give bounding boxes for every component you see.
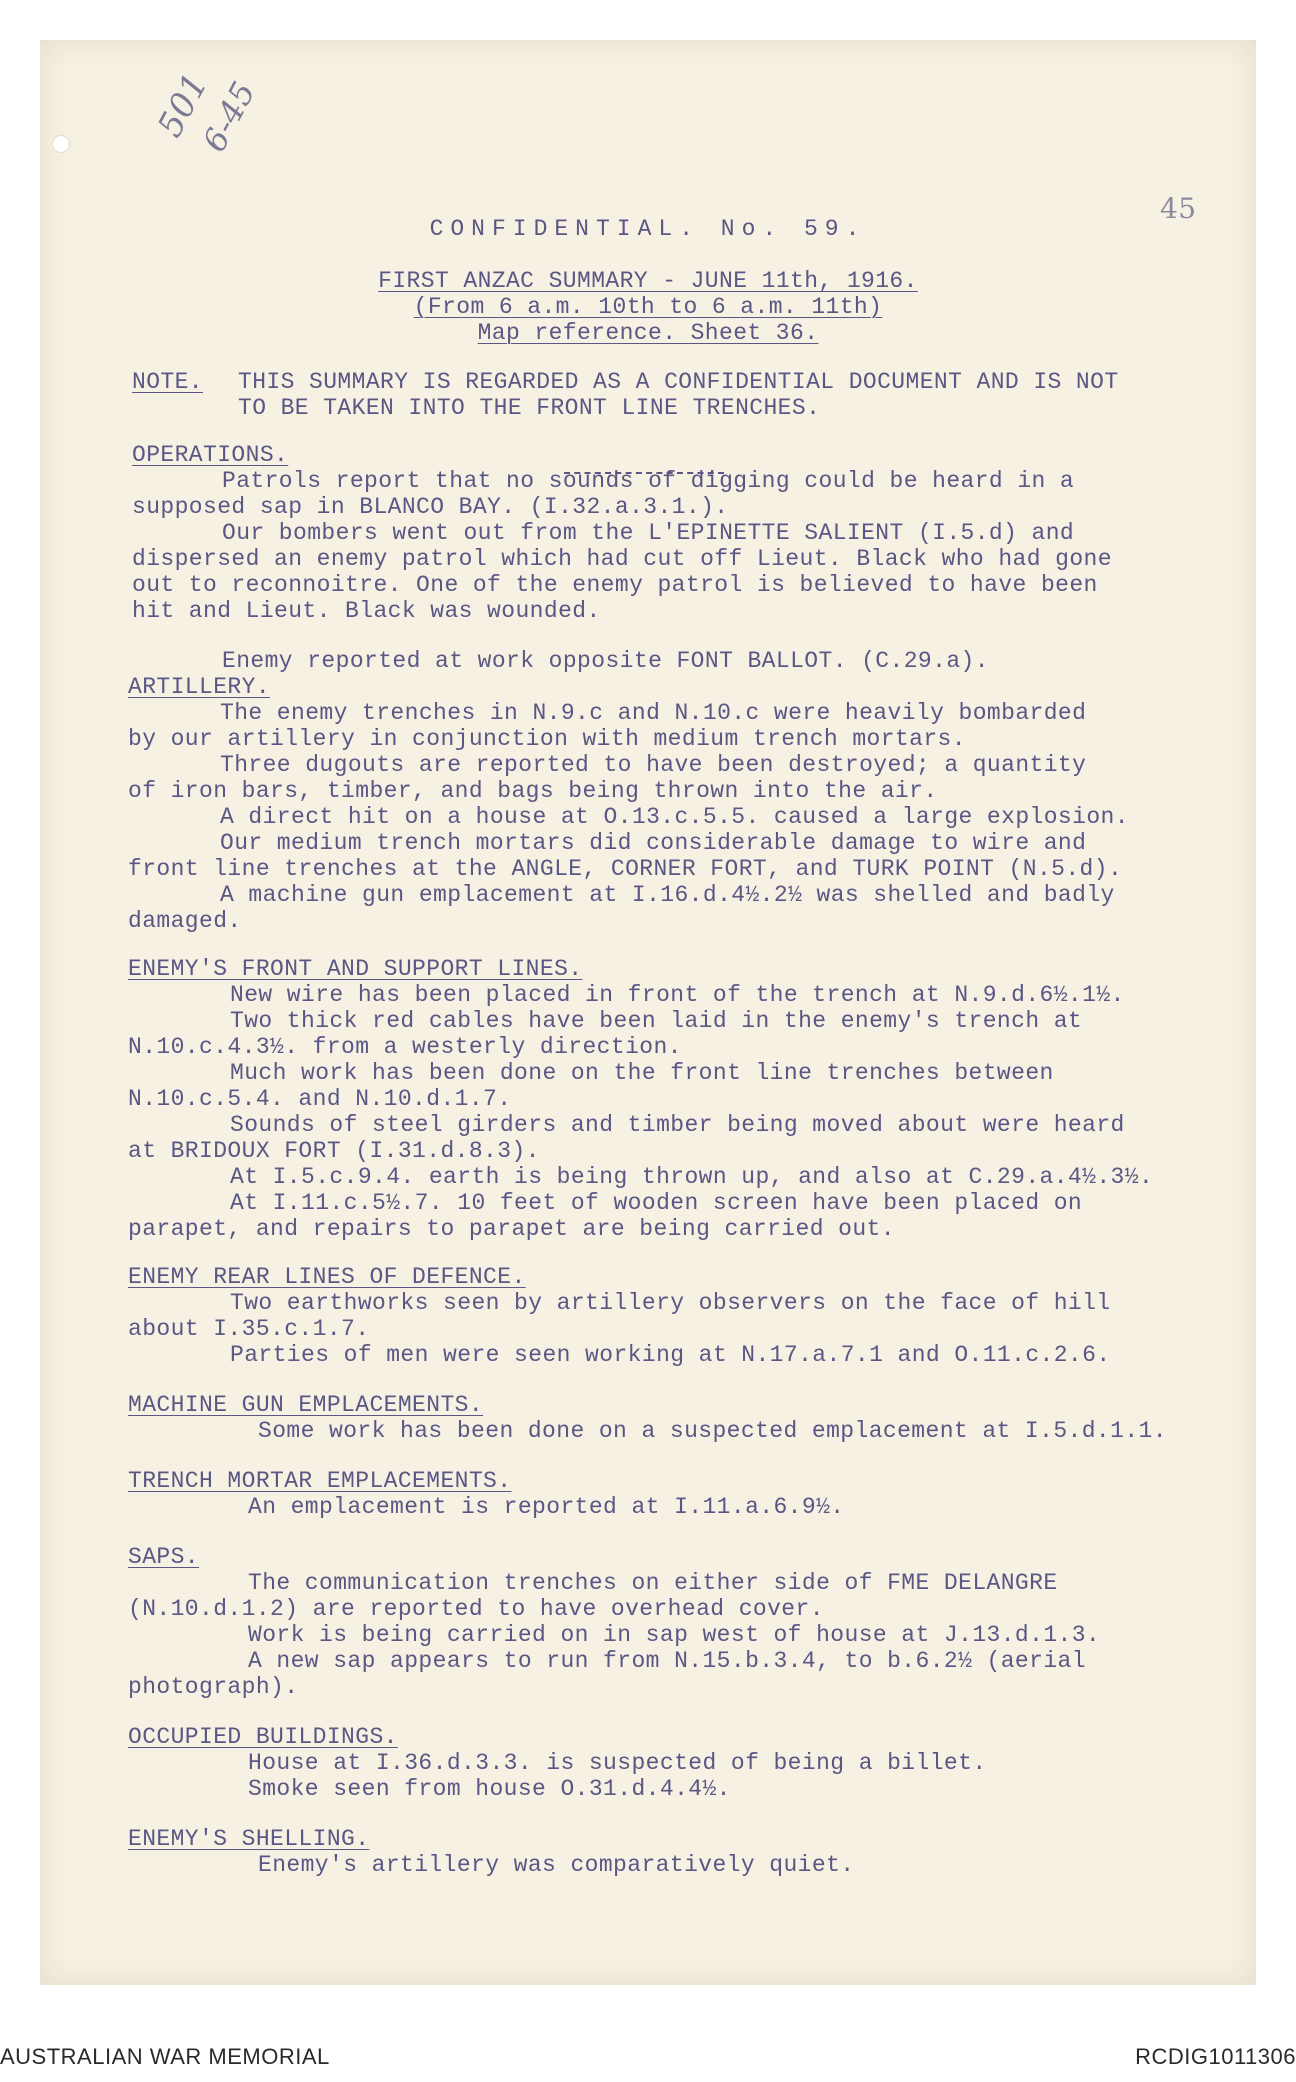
operations-line: Enemy reported at work opposite FONT BALLOT. (C.29.a). xyxy=(222,648,989,674)
front-lines-line: At I.11.c.5½.7. 10 feet of wooden screen have been placed on xyxy=(230,1190,1083,1216)
front-lines-line: New wire has been placed in front of the trench at N.9.d.6½.1½. xyxy=(230,982,1125,1008)
heading-saps: SAPS. xyxy=(128,1544,200,1570)
front-lines-line: parapet, and repairs to parapet are being carried out. xyxy=(128,1216,895,1242)
artillery-line: The enemy trenches in N.9.c and N.10.c were heavily bombarded xyxy=(220,700,1087,726)
buildings-line: Smoke seen from house O.31.d.4.4½. xyxy=(248,1776,731,1802)
front-lines-line: at BRIDOUX FORT (I.31.d.8.3). xyxy=(128,1138,540,1164)
note-line-1: THIS SUMMARY IS REGARDED AS A CONFIDENTIAL DOCUMENT AND IS NOT xyxy=(238,369,1119,395)
operations-line: dispersed an enemy patrol which had cut off Lieut. Black who had gone xyxy=(132,546,1112,572)
saps-line: Work is being carried on in sap west of house at J.13.d.1.3. xyxy=(248,1622,1101,1648)
front-lines-line: Sounds of steel girders and timber being moved about were heard xyxy=(230,1112,1125,1138)
front-lines-line: Two thick red cables have been laid in the enemy's trench at xyxy=(230,1008,1083,1034)
operations-line: Our bombers went out from the L'EPINETTE SALIENT (I.5.d) and xyxy=(222,520,1075,546)
operations-line: out to reconnoitre. One of the enemy patrol is believed to have been xyxy=(132,572,1098,598)
operations-line: Patrols report that no sounds of digging could be heard in a xyxy=(222,468,1075,494)
artillery-line: damaged. xyxy=(128,908,242,934)
operations-line: supposed sap in BLANCO BAY. (I.32.a.3.1.). xyxy=(132,494,729,520)
heading-occupied-buildings: OCCUPIED BUILDINGS. xyxy=(128,1724,398,1750)
saps-line: (N.10.d.1.2) are reported to have overhead cover. xyxy=(128,1596,824,1622)
document-page xyxy=(40,40,1256,1985)
heading-artillery: ARTILLERY. xyxy=(128,674,271,700)
handwritten-reference-a: 501 xyxy=(150,66,217,144)
front-lines-line: N.10.c.5.4. and N.10.d.1.7. xyxy=(128,1086,512,1112)
front-lines-line: Much work has been done on the front line trenches between xyxy=(230,1060,1054,1086)
note-label: NOTE. xyxy=(132,369,204,395)
heading-front-support-lines: ENEMY'S FRONT AND SUPPORT LINES. xyxy=(128,956,583,982)
heading-operations: OPERATIONS. xyxy=(132,442,289,468)
note-line-2: TO BE TAKEN INTO THE FRONT LINE TRENCHES. xyxy=(238,395,821,421)
operations-line: hit and Lieut. Black was wounded. xyxy=(132,598,601,624)
artillery-line: Our medium trench mortars did considerable damage to wire and xyxy=(220,830,1087,856)
document-title: CONFIDENTIAL. No. 59. xyxy=(429,216,867,242)
rear-lines-line: Two earthworks seen by artillery observers on the face of hill xyxy=(230,1290,1111,1316)
heading-machine-gun: MACHINE GUN EMPLACEMENTS. xyxy=(128,1392,484,1418)
period-line: (From 6 a.m. 10th to 6 a.m. 11th) xyxy=(413,294,883,320)
summary-line: FIRST ANZAC SUMMARY - JUNE 11th, 1916. xyxy=(378,268,918,294)
punch-hole xyxy=(52,135,70,153)
front-lines-line: At I.5.c.9.4. earth is being thrown up, and also at C.29.a.4½.3½. xyxy=(230,1164,1154,1190)
heading-trench-mortar: TRENCH MORTAR EMPLACEMENTS. xyxy=(128,1468,512,1494)
rear-lines-line: Parties of men were seen working at N.17.a.7.1 and O.11.c.2.6. xyxy=(230,1342,1111,1368)
map-reference-line: Map reference. Sheet 36. xyxy=(477,320,819,346)
trench-mortar-line: An emplacement is reported at I.11.a.6.9½. xyxy=(248,1494,845,1520)
artillery-line: by our artillery in conjunction with medium trench mortars. xyxy=(128,726,966,752)
shelling-line: Enemy's artillery was comparatively quiet. xyxy=(258,1852,855,1878)
artillery-line: A direct hit on a house at O.13.c.5.5. caused a large explosion. xyxy=(220,804,1129,830)
artillery-line: front line trenches at the ANGLE, CORNER FORT, and TURK POINT (N.5.d). xyxy=(128,856,1123,882)
artillery-line: of iron bars, timber, and bags being thrown into the air. xyxy=(128,778,938,804)
saps-line: The communication trenches on either side of FME DELANGRE xyxy=(248,1570,1058,1596)
artillery-line: Three dugouts are reported to have been destroyed; a quantity xyxy=(220,752,1087,778)
heading-rear-lines: ENEMY REAR LINES OF DEFENCE. xyxy=(128,1264,526,1290)
front-lines-line: N.10.c.4.3½. from a westerly direction. xyxy=(128,1034,682,1060)
page-number: 45 xyxy=(1160,192,1197,225)
handwritten-reference-b: 6-45 xyxy=(195,75,264,158)
buildings-line: House at I.36.d.3.3. is suspected of being a billet. xyxy=(248,1750,987,1776)
saps-line: A new sap appears to run from N.15.b.3.4, to b.6.2½ (aerial xyxy=(248,1648,1086,1674)
heading-enemy-shelling: ENEMY'S SHELLING. xyxy=(128,1826,370,1852)
artillery-line: A machine gun emplacement at I.16.d.4½.2½ was shelled and badly xyxy=(220,882,1115,908)
saps-line: photograph). xyxy=(128,1674,299,1700)
footer-institution: AUSTRALIAN WAR MEMORIAL xyxy=(0,2044,330,2069)
footer-record-id: RCDIG1011306 xyxy=(1135,2044,1296,2069)
machine-gun-line: Some work has been done on a suspected emplacement at I.5.d.1.1. xyxy=(258,1418,1167,1444)
rear-lines-line: about I.35.c.1.7. xyxy=(128,1316,370,1342)
